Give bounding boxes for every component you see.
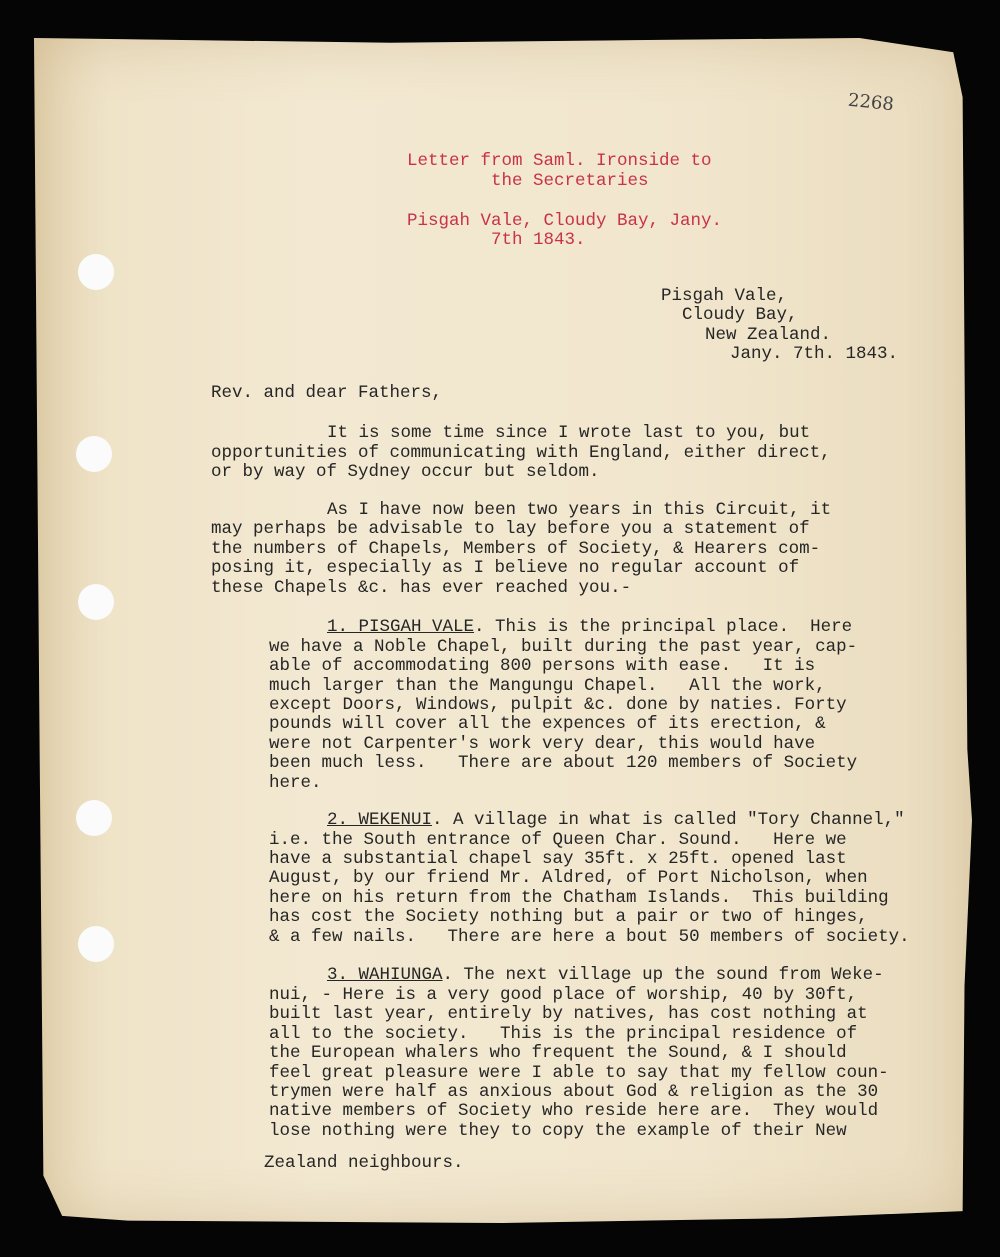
salutation: Rev. and dear Fathers, [211,383,443,403]
section-line: nui, - Here is a very good place of worship, 40 by 30ft, [269,985,858,1005]
paragraph-line: these Chapels &c. has ever reached you.- [211,578,632,598]
section-line: here on his return from the Chatham Islands. This building [269,888,889,908]
address-line: Cloudy Bay, [682,305,798,325]
address-line: Pisgah Vale, [661,286,788,306]
punch-hole [76,800,112,836]
section-line: all to the society. This is the principal residence of [269,1024,858,1044]
section-line: were not Carpenter's work very dear, this would have [269,734,816,754]
section-line: been much less. There are about 120 members of Society [269,753,858,773]
punch-hole [78,926,114,962]
section-line: has cost the Society nothing but a pair or two of hinges, [269,907,868,927]
section-line: able of accommodating 800 persons with ease. It is [269,656,816,676]
document-number: 2268 [847,89,895,116]
paragraph-line: opportunities of communicating with England, either direct, [211,443,831,463]
paragraph-line: It is some time since I wrote last to you, but [327,423,811,443]
section-line: lose nothing were they to copy the example of their New [269,1121,847,1141]
section-line: feel great pleasure were I able to say that my fellow coun- [269,1063,889,1083]
heading-line: Pisgah Vale, Cloudy Bay, Jany. [407,211,723,231]
section-first-line: 2. WEKENUI. A village in what is called "Tory Channel," [327,810,905,830]
closing-line: Zealand neighbours. [264,1153,464,1173]
section-line: August, by our friend Mr. Aldred, of Port Nicholson, when [269,868,868,888]
section-line: except Doors, Windows, pulpit &c. done by naties. Forty [269,695,847,715]
heading-line: the Secretaries [491,171,649,191]
section-line: trymen were half as anxious about God & religion as the 30 [269,1082,879,1102]
punch-hole [78,254,114,290]
section-line: much larger than the Mangungu Chapel. All the work, [269,676,826,696]
paragraph-line: As I have now been two years in this Circuit, it [327,500,832,520]
section-line: we have a Noble Chapel, built during the past year, cap- [269,637,858,657]
address-line: Jany. 7th. 1843. [730,344,899,364]
heading-line: 7th 1843. [491,230,586,250]
section-title: 2. WEKENUI [327,810,433,830]
section-line: have a substantial chapel say 35ft. x 25ft. opened last [269,849,847,869]
section-line: built last year, entirely by natives, has cost nothing at [269,1004,868,1024]
punch-hole [76,436,112,472]
section-first-line: 3. WAHIUNGA. The next village up the sound from Weke- [327,965,884,985]
address-line: New Zealand. [705,325,832,345]
paragraph-line: posing it, especially as I believe no regular account of [211,558,800,578]
section-line: pounds will cover all the expences of its erection, & [269,714,826,734]
section-line: native members of Society who reside here are. They would [269,1101,879,1121]
section-line: i.e. the South entrance of Queen Char. Sound. Here we [269,830,847,850]
section-title: 3. WAHIUNGA [327,965,443,985]
section-line: & a few nails. There are here a bout 50 members of society. [269,927,910,947]
paragraph-line: may perhaps be advisable to lay before you a statement of [211,519,810,539]
section-line: the European whalers who frequent the Sound, & I should [269,1043,847,1063]
section-title: 1. PISGAH VALE [327,617,475,637]
punch-hole [78,584,114,620]
section-first-line: 1. PISGAH VALE. This is the principal place. Here [327,617,853,637]
paragraph-line: or by way of Sydney occur but seldom. [211,462,600,482]
section-line: here. [269,773,322,793]
paragraph-line: the numbers of Chapels, Members of Society, & Hearers com- [211,539,821,559]
heading-line: Letter from Saml. Ironside to [407,151,712,171]
